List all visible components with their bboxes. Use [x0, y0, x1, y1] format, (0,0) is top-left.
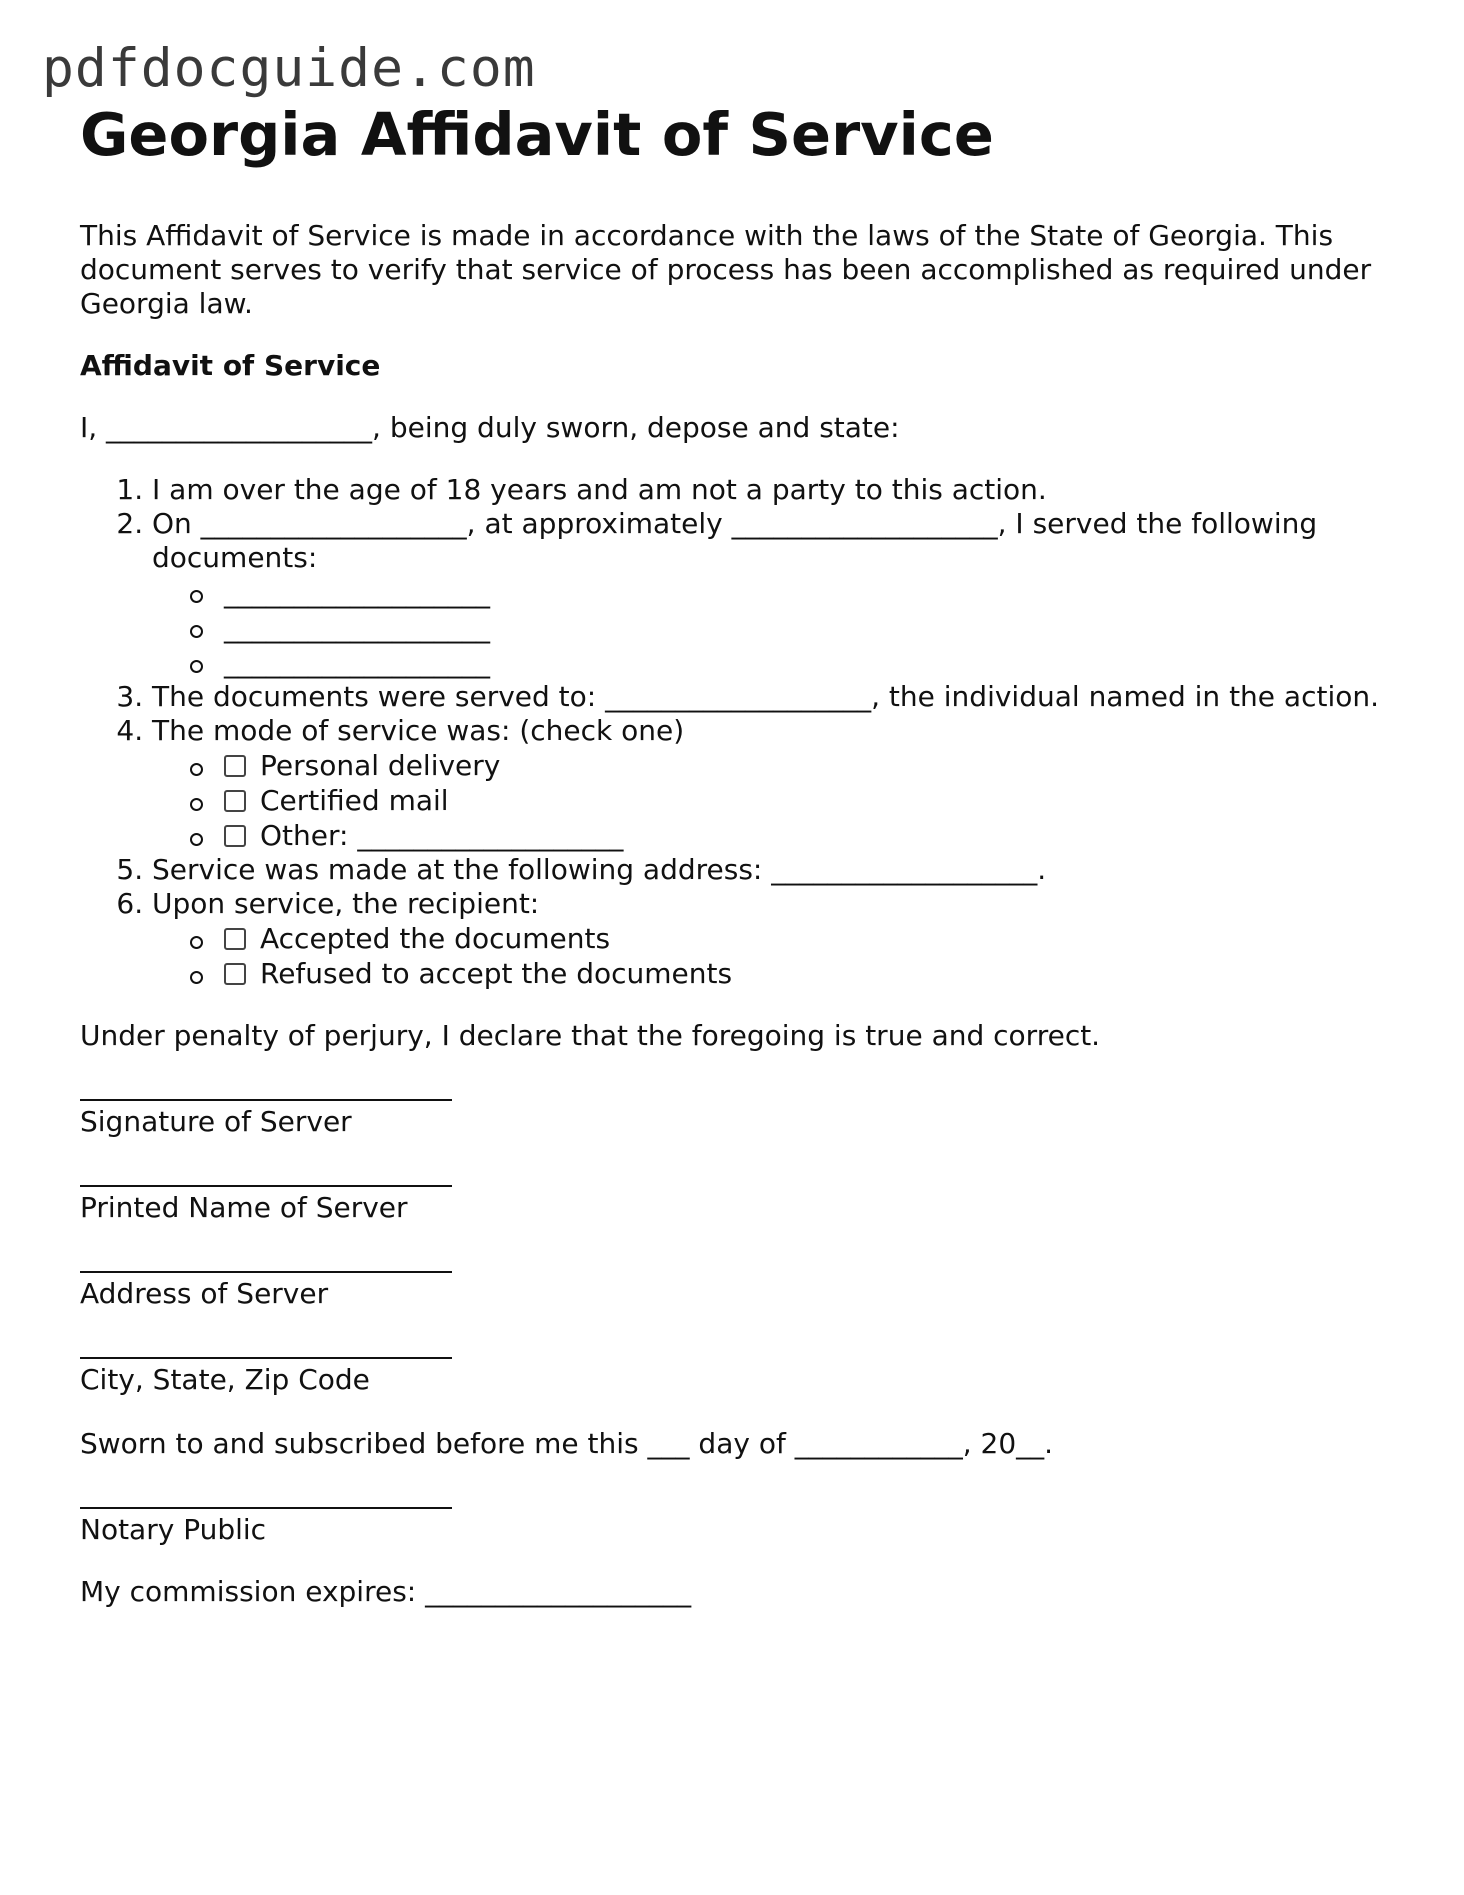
option-refused	[190, 956, 1390, 991]
page-title: Georgia Affidavit of Service	[80, 100, 994, 169]
document-blank-text: ___________________	[224, 610, 490, 644]
checkbox[interactable]	[224, 755, 246, 777]
statement-item-6	[152, 887, 1390, 991]
document-blank[interactable]	[190, 645, 1390, 680]
intro-paragraph: This Affidavit of Service is made in accordance with the laws of the State of Georgia. This document serves to verify that service of process has been accomplished as required under Georgia law.	[80, 218, 1372, 320]
option-other	[190, 818, 1390, 853]
option-label: Personal delivery	[260, 748, 501, 782]
signature-label: Notary Public	[80, 1512, 267, 1546]
swear-statement: I, ___________________, being duly sworn, depose and state:	[80, 410, 900, 444]
option-accepted	[190, 921, 1390, 956]
signature-line[interactable]	[80, 1175, 452, 1187]
checkbox[interactable]	[224, 928, 246, 950]
statement-list	[80, 473, 1390, 991]
statement-text: The documents were served to: ___________________, the individual named in the action.	[152, 679, 1380, 713]
statement-text: Upon service, the recipient:	[152, 886, 540, 920]
signature-label: Printed Name of Server	[80, 1190, 408, 1224]
document-blank-text: ___________________	[224, 575, 490, 609]
perjury-declaration: Under penalty of perjury, I declare that the foregoing is true and correct.	[80, 1018, 1101, 1052]
signature-label: City, State, Zip Code	[80, 1362, 370, 1396]
document-blank-text: ___________________	[224, 645, 490, 679]
option-certified-mail	[190, 783, 1390, 818]
statement-item-4	[152, 714, 1390, 853]
checkbox[interactable]	[224, 963, 246, 985]
printed-name-server	[80, 1175, 1390, 1225]
statement-item-1	[152, 473, 1390, 507]
address-server	[80, 1261, 1390, 1311]
signature-label: Address of Server	[80, 1276, 329, 1310]
documents-list	[152, 575, 1390, 680]
commission-expires: My commission expires: ___________________	[80, 1574, 692, 1608]
notary-public	[80, 1497, 1390, 1547]
statement-item-2	[152, 507, 1390, 680]
signature-line[interactable]	[80, 1261, 452, 1273]
section-heading: Affidavit of Service	[80, 348, 381, 382]
recipient-response-options	[152, 921, 1390, 991]
option-personal-delivery	[190, 748, 1390, 783]
watermark: pdfdocguide.com	[42, 38, 536, 99]
signature-server	[80, 1089, 1390, 1139]
document-blank[interactable]	[190, 610, 1390, 645]
option-label: Refused to accept the documents	[260, 956, 733, 990]
signature-label: Signature of Server	[80, 1104, 352, 1138]
statement-item-3	[152, 680, 1390, 714]
option-label: Accepted the documents	[260, 921, 611, 955]
statement-text: I am over the age of 18 years and am not a party to this action.	[152, 472, 1047, 506]
document-page	[80, 100, 1390, 1609]
option-label: Other: ___________________	[260, 818, 624, 852]
statement-text: The mode of service was: (check one)	[152, 713, 685, 747]
statement-text: On ___________________, at approximately ___________________, I served the following documents:	[152, 506, 1318, 574]
service-mode-options	[152, 748, 1390, 853]
checkbox[interactable]	[224, 790, 246, 812]
signature-line[interactable]	[80, 1497, 452, 1509]
statement-item-5	[152, 853, 1390, 887]
statement-text: Service was made at the following address: ___________________.	[152, 852, 1047, 886]
option-label: Certified mail	[260, 783, 449, 817]
signature-line[interactable]	[80, 1089, 452, 1101]
checkbox[interactable]	[224, 825, 246, 847]
city-state-zip	[80, 1347, 1390, 1397]
signature-line[interactable]	[80, 1347, 452, 1359]
document-blank[interactable]	[190, 575, 1390, 610]
sworn-statement: Sworn to and subscribed before me this ___ day of ____________, 20__.	[80, 1426, 1054, 1460]
